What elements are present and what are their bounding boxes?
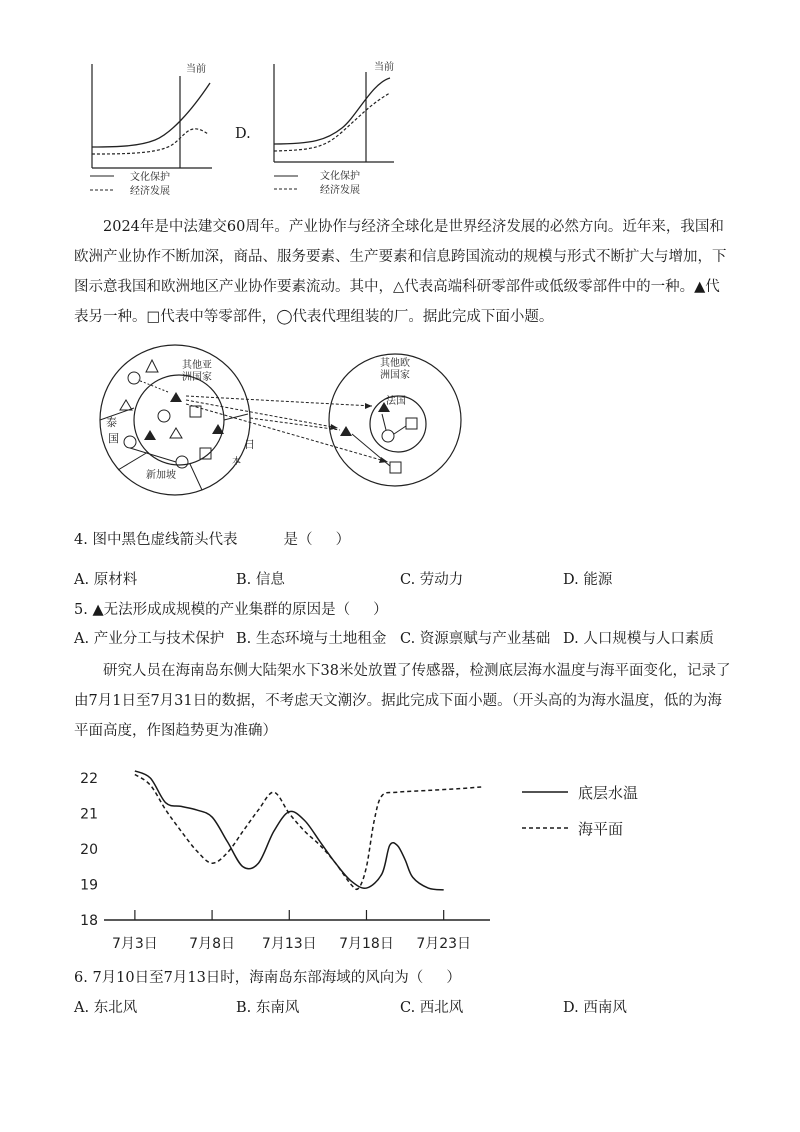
x-tick-label: 7月3日	[111, 936, 158, 952]
x-tick-label: 7月13日	[261, 936, 317, 952]
france-label: 法国	[386, 396, 406, 407]
x-tick-label: 7月18日	[339, 936, 394, 952]
q5-option-b[interactable]: B. 生态环境与土地租金	[236, 631, 387, 647]
asia-label-2: 洲国家	[182, 372, 212, 383]
europe-label-2: 洲国家	[380, 370, 410, 381]
q4-option-b[interactable]: B. 信息	[236, 572, 285, 588]
q5-option-a[interactable]: A. 产业分工与技术保护	[74, 631, 225, 647]
y-tick-label: 20	[80, 842, 98, 858]
japan-label: 日	[244, 438, 255, 451]
y-tick-label: 21	[80, 806, 98, 823]
temperature-sea-level-chart	[60, 760, 680, 960]
option-d-letter: D.	[235, 126, 251, 142]
q6-option-a[interactable]: A. 东北风	[74, 1000, 138, 1016]
current-label: 当前	[374, 62, 394, 73]
japan-label-2: 本	[232, 457, 242, 467]
legend-dashed: 经济发展	[130, 186, 170, 197]
legend-label: 海平面	[578, 820, 624, 838]
y-tick-label: 22	[80, 771, 98, 787]
question-4-stem: 4. 图中黑色虚线箭头代表 是（ ）	[74, 532, 351, 548]
y-tick-label: 18	[80, 913, 98, 929]
circle-factory-icon	[128, 372, 140, 384]
x-tick-label: 7月8日	[189, 936, 235, 952]
q6-option-c[interactable]: C. 西北风	[400, 1000, 464, 1016]
q6-option-d[interactable]: D. 西南风	[563, 1000, 627, 1016]
industry-cooperation-diagram	[90, 342, 490, 502]
q4-option-a[interactable]: A. 原材料	[74, 572, 138, 588]
legend-dashed: 经济发展	[320, 185, 360, 196]
option-d-graph	[262, 58, 402, 198]
legend-solid: 文化保护	[320, 171, 360, 182]
legend-solid: 文化保护	[130, 172, 170, 183]
q5-option-d[interactable]: D. 人口规模与人口素质	[563, 631, 714, 647]
x-tick-label: 7月23日	[416, 936, 472, 952]
q5-option-c[interactable]: C. 资源禀赋与产业基础	[400, 631, 551, 647]
europe-label: 其他欧	[380, 358, 410, 369]
triangle-open-icon	[146, 360, 158, 372]
passage-industry: 2024年是中法建交60周年。产业协作与经济全球化是世界经济发展的必然方向。近年来，我国和欧洲产业协作不断加深，商品、服务要素、生产要素和信息跨国流动的规模与形式不断扩大与增加，下图示意我国和欧洲地区产业协作要素流动。其中，△代表高端科研零部件或低级零部件中的一种。▲代表另一种。□代表中等零部件，◯代表代理组装的厂。据此完成下面小题。	[74, 219, 727, 325]
question-6-stem: 6. 7月10日至7月13日时，海南岛东部海域的风向为（ ）	[74, 970, 461, 986]
square-part-icon	[190, 406, 201, 417]
passage-sensor: 研究人员在海南岛东侧大陆架水下38米处放置了传感器，检测底层海水温度与海平面变化，记录了由7月1日至7月31日的数据，不考虑天文潮汐。据此完成下面小题。（开头高的为海水温度，低的为海平面高度，作图趋势更为准确）	[74, 663, 731, 739]
q4-option-d[interactable]: D. 能源	[563, 572, 613, 588]
sea-level-line	[135, 774, 482, 889]
q4-option-c[interactable]: C. 劳动力	[400, 572, 464, 588]
legend-label: 底层水温	[578, 784, 639, 802]
option-c-graph	[80, 58, 220, 198]
asia-label: 其他亚	[182, 360, 212, 371]
triangle-filled-icon	[170, 392, 182, 402]
question-5-stem: 5. ▲无法形成成规模的产业集群的原因是（ ）	[74, 602, 388, 618]
y-tick-label: 19	[80, 877, 98, 894]
thailand-label: 泰	[106, 416, 117, 429]
current-label: 当前	[186, 64, 206, 75]
thailand-label-2: 国	[108, 432, 119, 445]
singapore-label: 新加坡	[146, 470, 176, 481]
q6-option-b[interactable]: B. 东南风	[236, 1000, 300, 1016]
